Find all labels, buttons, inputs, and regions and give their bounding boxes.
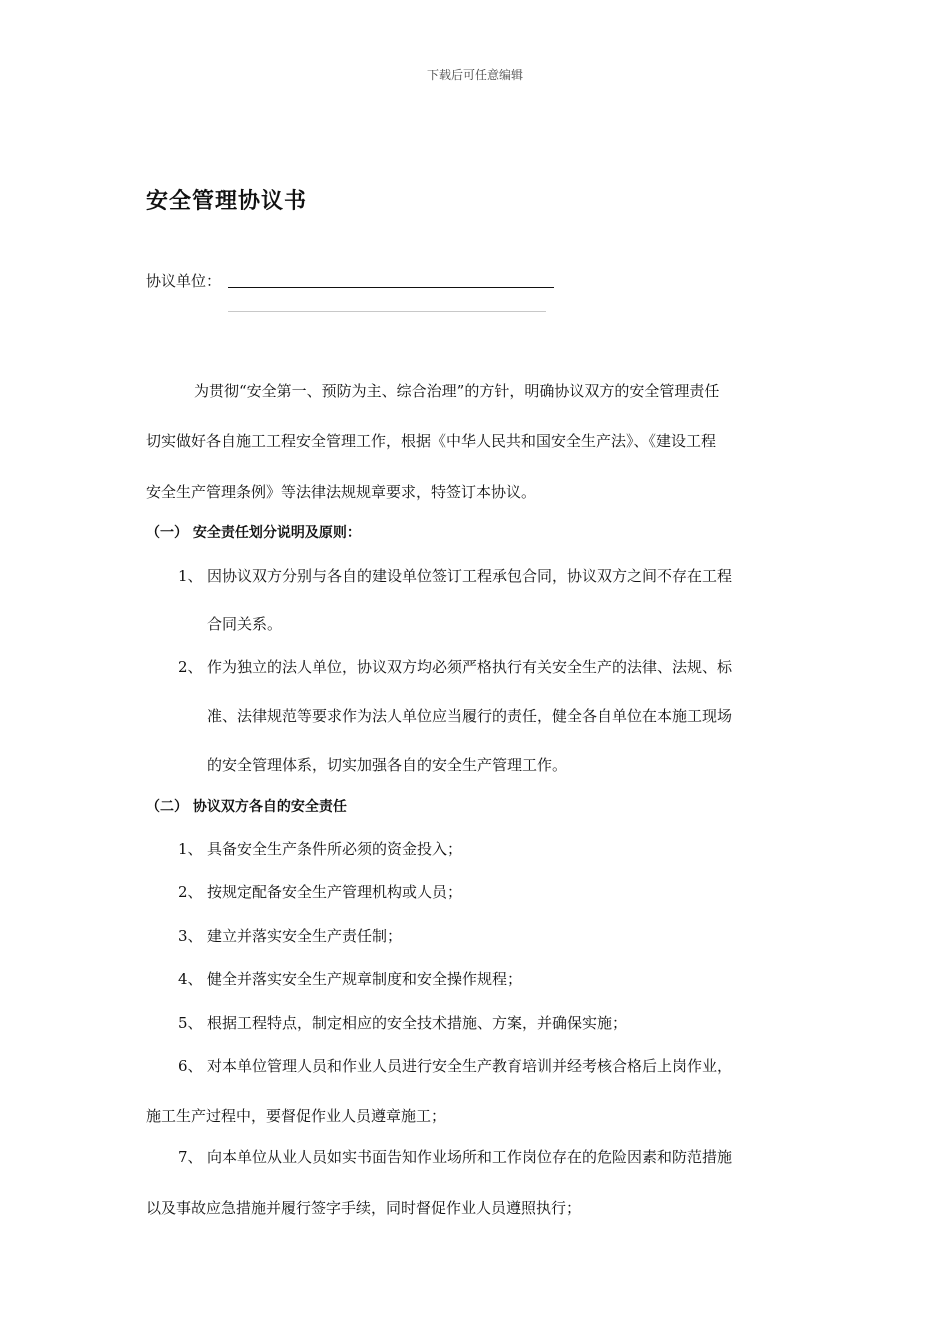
- item-number: 5、: [178, 1014, 203, 1032]
- item-text: 按规定配备安全生产管理机构或人员；: [207, 883, 463, 901]
- item-text: 作为独立的法人单位，协议双方均必须严格执行有关安全生产的法律、法规、标: [207, 658, 733, 676]
- intro-line: 切实做好各自施工工程安全管理工作，根据《中华人民共和国安全生产法》、《建设工程: [146, 432, 717, 450]
- party-label: 协议单位：: [146, 272, 222, 290]
- intro-line: 为贯彻“安全第一、预防为主、综合治理”的方针，明确协议双方的安全管理责任: [194, 382, 720, 400]
- item-number: 4、: [178, 970, 203, 988]
- section-heading-1: （一） 安全责任划分说明及原则：: [146, 525, 361, 541]
- item-number: 3、: [178, 927, 203, 945]
- item-number: 2、: [178, 883, 203, 901]
- item-text: 合同关系。: [207, 615, 283, 633]
- item-text: 根据工程特点，制定相应的安全技术措施、方案，并确保实施；: [207, 1014, 628, 1032]
- item-number: 1、: [178, 567, 203, 585]
- section-heading-2: （二） 协议双方各自的安全责任: [146, 799, 347, 815]
- item-number: 7、: [178, 1148, 203, 1166]
- item-number: 6、: [178, 1057, 203, 1075]
- item-text: 具备安全生产条件所必须的资金投入；: [207, 840, 463, 858]
- document-title: 安全管理协议书: [146, 189, 308, 214]
- item-number: 1、: [178, 840, 203, 858]
- item-text: 对本单位管理人员和作业人员进行安全生产教育培训并经考核合格后上岗作业，: [207, 1057, 733, 1075]
- item-text: 因协议双方分别与各自的建设单位签订工程承包合同，协议双方之间不存在工程: [207, 567, 733, 585]
- item-continuation: 以及事故应急措施并履行签字手续，同时督促作业人员遵照执行；: [146, 1199, 582, 1217]
- item-text: 建立并落实安全生产责任制；: [207, 927, 403, 945]
- item-text: 向本单位从业人员如实书面告知作业场所和工作岗位存在的危险因素和防范措施: [207, 1148, 733, 1166]
- item-text: 健全并落实安全生产规章制度和安全操作规程；: [207, 970, 523, 988]
- item-continuation: 施工生产过程中，要督促作业人员遵章施工；: [146, 1107, 447, 1125]
- item-text: 准、法律规范等要求作为法人单位应当履行的责任，健全各自单位在本施工现场: [207, 707, 733, 725]
- party-signature-line: [228, 287, 554, 288]
- intro-line: 安全生产管理条例》等法律法规规章要求，特签订本协议。: [146, 483, 537, 501]
- header-note: 下载后可任意编辑: [426, 68, 523, 82]
- item-number: 2、: [178, 658, 203, 676]
- party-signature-line-secondary: [228, 311, 546, 312]
- item-text: 的安全管理体系，切实加强各自的安全生产管理工作。: [207, 756, 568, 774]
